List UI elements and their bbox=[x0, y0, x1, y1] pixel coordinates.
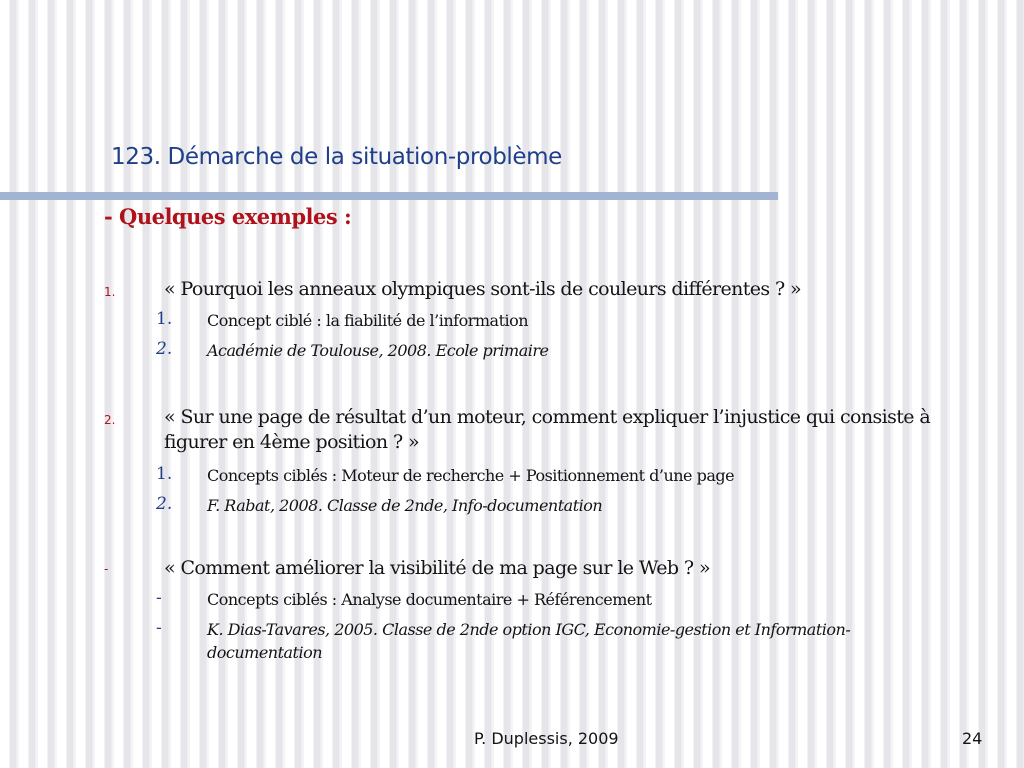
list-item-marker: 2. bbox=[104, 413, 116, 427]
sub-list-item-marker: 1. bbox=[156, 464, 173, 484]
title-underline-rule bbox=[0, 192, 778, 200]
sub-list-item-text: Concept ciblé : la fiabilité de l’information bbox=[207, 311, 529, 330]
sub-list-item-marker: - bbox=[156, 588, 162, 608]
sub-list-item-marker: 2. bbox=[156, 494, 173, 514]
list-item-text: « Pourquoi les anneaux olympiques sont-ils de couleurs différentes ? » bbox=[164, 278, 802, 300]
sub-list-item-marker: 1. bbox=[156, 309, 173, 329]
sub-list-item-text: Concepts ciblés : Moteur de recherche + Positionnement d’une page bbox=[207, 466, 735, 485]
sub-list-item-marker: - bbox=[156, 618, 162, 638]
footer-page-number: 24 bbox=[962, 729, 983, 748]
slide-title: 123. Démarche de la situation-problème bbox=[111, 144, 562, 170]
list-item-text: « Comment améliorer la visibilité de ma page sur le Web ? » bbox=[164, 557, 710, 579]
sub-list-item-text: Académie de Toulouse, 2008. Ecole primaire bbox=[207, 341, 549, 360]
list-item-text: « Sur une page de résultat d’un moteur, comment expliquer l’injustice qui consiste à figurer en 4ème position ? » bbox=[164, 406, 931, 453]
list-item-marker: - bbox=[104, 562, 109, 576]
sub-list-item-marker: 2. bbox=[156, 339, 173, 359]
sub-list-item-text: F. Rabat, 2008. Classe de 2nde, Info-documentation bbox=[207, 496, 603, 515]
footer-author: P. Duplessis, 2009 bbox=[474, 729, 619, 748]
slide-subtitle: - Quelques exemples : bbox=[104, 204, 352, 229]
sub-list-item-text: K. Dias-Tavares, 2005. Classe de 2nde option IGC, Economie-gestion et Information-documentation bbox=[207, 620, 851, 662]
list-item-marker: 1. bbox=[104, 285, 116, 299]
sub-list-item-text: Concepts ciblés : Analyse documentaire + Référencement bbox=[207, 590, 652, 609]
